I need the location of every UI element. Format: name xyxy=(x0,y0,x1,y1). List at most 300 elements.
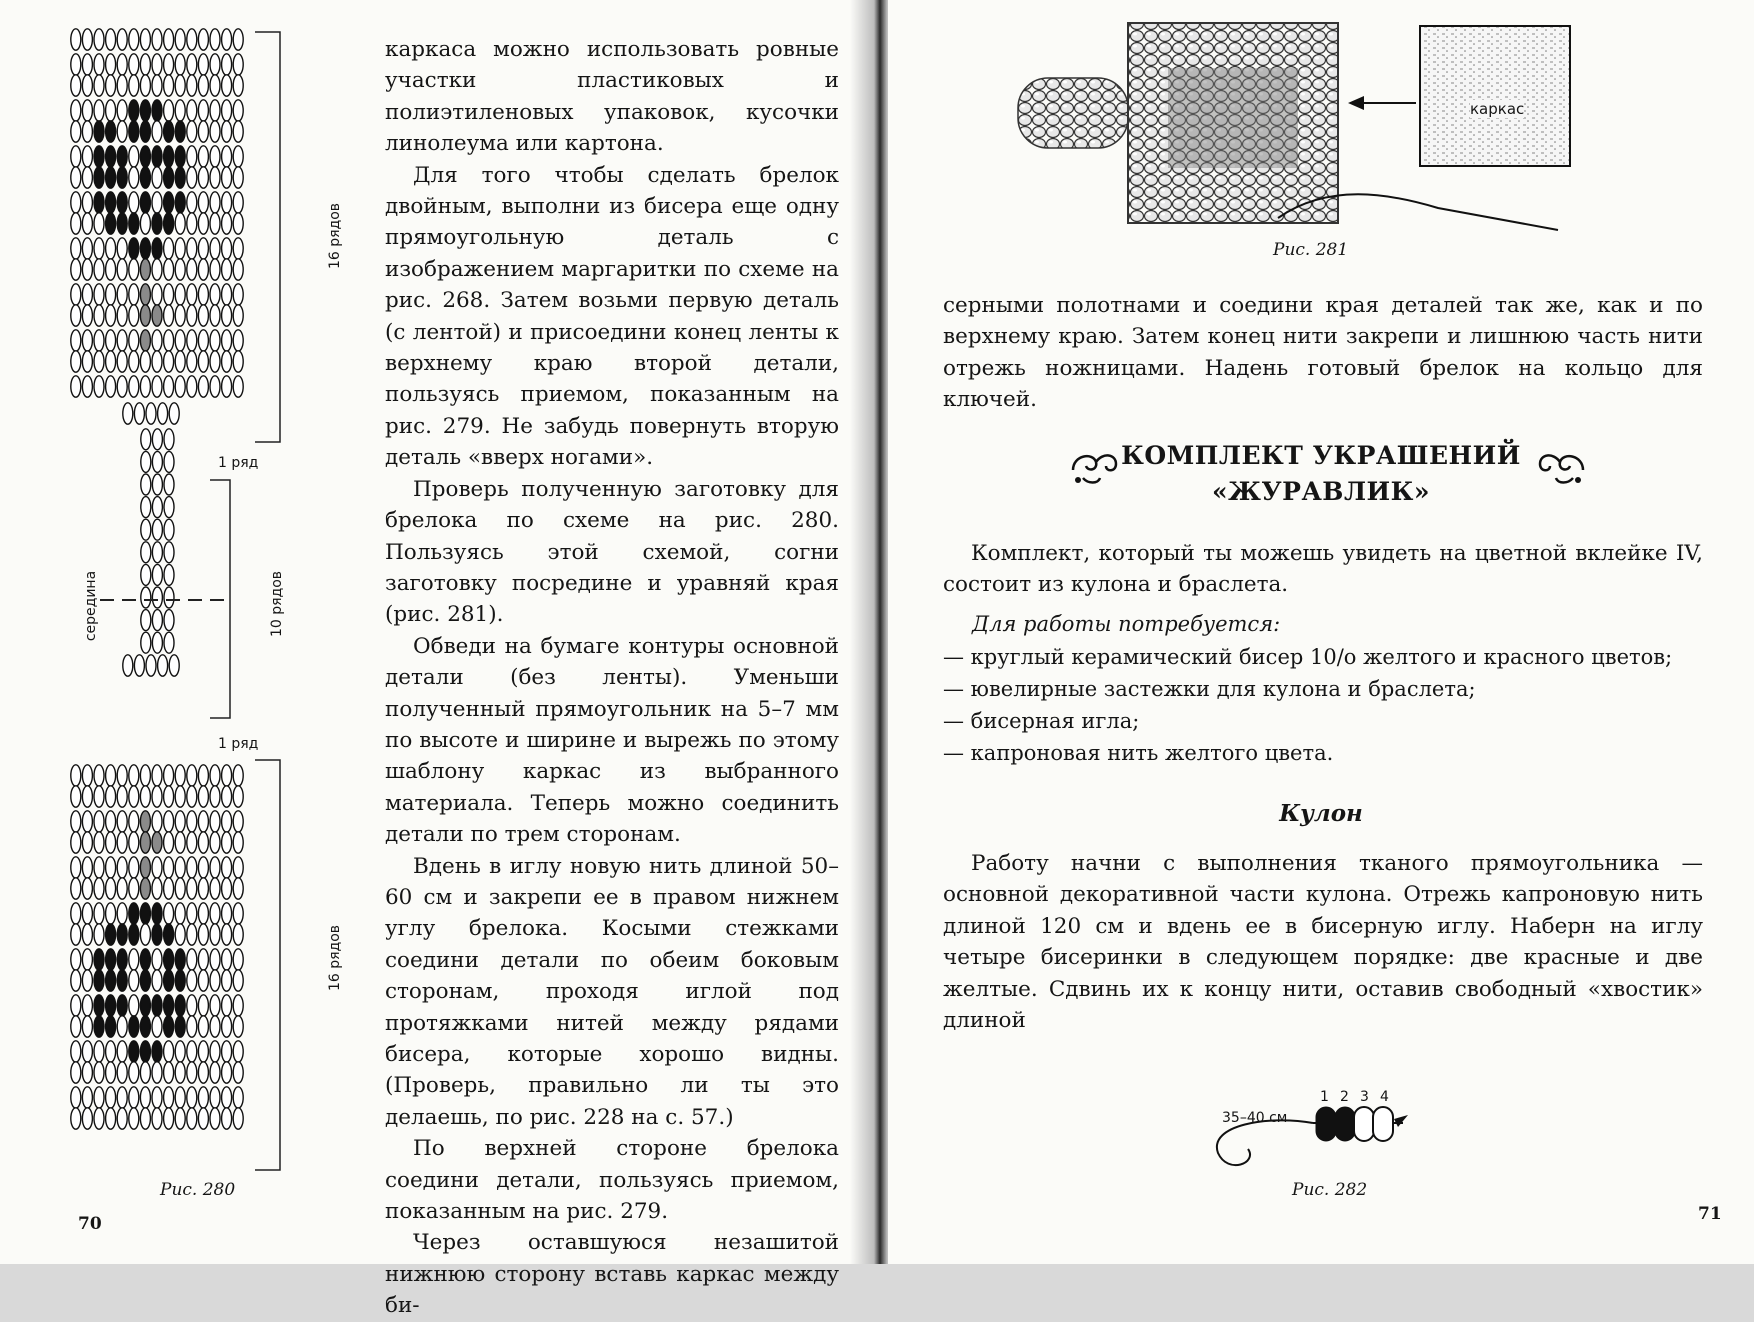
bead xyxy=(140,786,150,807)
bead xyxy=(129,949,139,970)
bead xyxy=(164,192,174,213)
bead xyxy=(71,903,81,924)
bead xyxy=(210,351,220,372)
bead xyxy=(71,376,81,397)
bead xyxy=(187,259,197,280)
bead xyxy=(164,765,174,786)
bead xyxy=(198,29,208,50)
list-item: — ювелирные застежки для кулона и браслета; xyxy=(943,677,1476,701)
bead xyxy=(117,238,127,259)
bead xyxy=(106,284,116,305)
bead xyxy=(164,786,174,807)
bead xyxy=(164,610,174,631)
bead xyxy=(117,305,127,326)
bead xyxy=(117,857,127,878)
bead xyxy=(175,1108,185,1129)
bead xyxy=(129,1087,139,1108)
bead xyxy=(187,786,197,807)
caption-figure-281: Рис. 281 xyxy=(1273,240,1349,260)
bead xyxy=(117,121,127,142)
bead xyxy=(175,832,185,853)
bead xyxy=(140,765,150,786)
bead xyxy=(233,970,243,991)
bead xyxy=(82,54,92,75)
bead xyxy=(210,330,220,351)
bead xyxy=(140,75,150,96)
bead xyxy=(94,100,104,121)
bead xyxy=(152,330,162,351)
bead xyxy=(210,305,220,326)
bead xyxy=(164,284,174,305)
bead xyxy=(198,376,208,397)
bead xyxy=(222,259,232,280)
bead xyxy=(106,259,116,280)
paragraph: каркаса можно использовать ровные участки пластиковых и полиэтиленовых упаковок, кусочки линолеума или картона. xyxy=(385,37,839,157)
bead xyxy=(82,376,92,397)
bead xyxy=(152,587,162,608)
bead xyxy=(152,376,162,397)
bead xyxy=(129,995,139,1016)
strap-loop xyxy=(1018,78,1128,148)
bead xyxy=(94,213,104,234)
bead xyxy=(222,1041,232,1062)
bead xyxy=(141,497,151,518)
bead xyxy=(94,1108,104,1129)
label-10-rows: 10 рядов xyxy=(269,570,286,638)
bead xyxy=(222,192,232,213)
intro-text xyxy=(943,538,1703,601)
bead-number-1: 1 xyxy=(1320,1089,1329,1105)
bead xyxy=(71,75,81,96)
bead xyxy=(222,1087,232,1108)
bead xyxy=(233,786,243,807)
bead xyxy=(71,1062,81,1083)
bead xyxy=(198,1108,208,1129)
bead xyxy=(129,1062,139,1083)
bead xyxy=(152,474,162,495)
bead xyxy=(94,284,104,305)
bead xyxy=(187,192,197,213)
bead xyxy=(233,995,243,1016)
bead xyxy=(175,121,185,142)
bead xyxy=(175,786,185,807)
bead xyxy=(71,1108,81,1129)
label-16-rows-top: 16 рядов xyxy=(327,202,344,270)
bead xyxy=(140,811,150,832)
bead xyxy=(82,351,92,372)
bead xyxy=(82,1016,92,1037)
bead xyxy=(175,1016,185,1037)
bead xyxy=(140,121,150,142)
bead xyxy=(94,1087,104,1108)
bead xyxy=(71,167,81,188)
bead xyxy=(94,54,104,75)
bead xyxy=(152,786,162,807)
bead xyxy=(106,765,116,786)
bead xyxy=(164,146,174,167)
bead xyxy=(106,832,116,853)
bead xyxy=(123,403,133,424)
bead xyxy=(106,1087,116,1108)
bead xyxy=(140,376,150,397)
bead xyxy=(152,259,162,280)
bead xyxy=(187,1016,197,1037)
bead xyxy=(152,857,162,878)
bead xyxy=(106,878,116,899)
bead xyxy=(210,924,220,945)
bead xyxy=(152,192,162,213)
bead xyxy=(82,305,92,326)
bead xyxy=(210,192,220,213)
bead xyxy=(198,305,208,326)
bead xyxy=(210,1062,220,1083)
bead xyxy=(82,1108,92,1129)
bead xyxy=(71,146,81,167)
materials-list xyxy=(943,641,1672,769)
bead xyxy=(164,903,174,924)
bead xyxy=(117,330,127,351)
bead xyxy=(140,167,150,188)
bead xyxy=(129,786,139,807)
bead xyxy=(94,376,104,397)
bead xyxy=(152,903,162,924)
bead xyxy=(152,497,162,518)
bead xyxy=(106,903,116,924)
bead xyxy=(129,857,139,878)
bead xyxy=(187,765,197,786)
bead xyxy=(140,995,150,1016)
bead xyxy=(94,832,104,853)
bead xyxy=(210,811,220,832)
bead xyxy=(233,1108,243,1129)
bead xyxy=(106,305,116,326)
bead xyxy=(82,284,92,305)
bead xyxy=(233,765,243,786)
bead xyxy=(198,213,208,234)
bead xyxy=(210,54,220,75)
bead xyxy=(82,1062,92,1083)
bead xyxy=(222,924,232,945)
bead xyxy=(187,949,197,970)
bead xyxy=(94,995,104,1016)
bead xyxy=(82,970,92,991)
bead xyxy=(71,786,81,807)
bead xyxy=(106,970,116,991)
bead xyxy=(175,213,185,234)
bead xyxy=(198,811,208,832)
bead xyxy=(175,146,185,167)
bead xyxy=(140,924,150,945)
bead xyxy=(187,903,197,924)
paragraph: Вдень в иглу новую нить длиной 50–60 см и закрепи ее в правом нижнем углу брелока. Косыми стежками соедини детали по обеим боковым сторонам, проходя иглой под протяжками нитей между рядами бисера, которые хорошо видны. (Проверь, правильно ли ты это делаешь, по рис. 228 на с. 57.) xyxy=(385,853,839,1130)
bead xyxy=(106,146,116,167)
schema-top-panel xyxy=(71,29,243,397)
bead xyxy=(152,832,162,853)
bead xyxy=(129,903,139,924)
bead xyxy=(152,238,162,259)
bead xyxy=(164,1087,174,1108)
bead xyxy=(222,970,232,991)
bead xyxy=(117,970,127,991)
bead xyxy=(123,655,133,676)
bead xyxy=(187,1041,197,1062)
bead xyxy=(106,949,116,970)
bead xyxy=(164,970,174,991)
bead xyxy=(71,284,81,305)
bead xyxy=(129,351,139,372)
bead xyxy=(164,878,174,899)
bead-number-4: 4 xyxy=(1380,1089,1389,1105)
bead xyxy=(164,995,174,1016)
bead xyxy=(210,167,220,188)
bead xyxy=(187,376,197,397)
bead xyxy=(129,146,139,167)
bead xyxy=(164,259,174,280)
bead xyxy=(134,655,144,676)
bead xyxy=(222,305,232,326)
bead xyxy=(198,903,208,924)
bead xyxy=(82,238,92,259)
bead xyxy=(141,474,151,495)
bead xyxy=(152,451,162,472)
bead xyxy=(117,924,127,945)
bead xyxy=(106,167,116,188)
section-heading-line1: КОМПЛЕКТ УКРАШЕНИЙ xyxy=(1121,441,1521,470)
list-item: — бисерная игла; xyxy=(943,709,1140,733)
bead xyxy=(210,878,220,899)
bead xyxy=(129,213,139,234)
bead xyxy=(164,167,174,188)
bead xyxy=(106,1016,116,1037)
bead xyxy=(164,29,174,50)
bead xyxy=(222,1108,232,1129)
paragraph: Работу начни с выполнения тканого прямоугольника — основной декоративной части кулона. Отрежь капроновую нить длиной 120 см и вдень ее в бисерную иглу. Наберн на иглу четыре бисеринки в следующем порядке: две красные и две желтые. Сдвинь их к концу нити, оставив свободный «хвостик» длиной xyxy=(943,851,1703,1034)
bead xyxy=(82,832,92,853)
bead xyxy=(164,330,174,351)
bead xyxy=(210,284,220,305)
bead xyxy=(71,29,81,50)
bead xyxy=(82,29,92,50)
paragraph: Проверь полученную заготовку для брелока по схеме на рис. 280. Пользуясь этой схемой, согни заготовку посредине и уравняй края (рис. 281). xyxy=(385,476,839,628)
bead xyxy=(198,857,208,878)
bead xyxy=(175,878,185,899)
bead xyxy=(141,542,151,563)
bead xyxy=(129,167,139,188)
bead xyxy=(175,192,185,213)
bead xyxy=(71,100,81,121)
bead xyxy=(175,1062,185,1083)
bead xyxy=(140,29,150,50)
bead xyxy=(187,1087,197,1108)
bead xyxy=(71,259,81,280)
bead xyxy=(140,1016,150,1037)
bead xyxy=(222,949,232,970)
bead xyxy=(129,1108,139,1129)
left-page-text xyxy=(385,34,839,1322)
bead xyxy=(106,54,116,75)
bead xyxy=(82,924,92,945)
bead xyxy=(140,146,150,167)
paragraph: Комплект, который ты можешь увидеть на цветной вклейке IV, состоит из кулона и браслета. xyxy=(943,541,1703,598)
bead xyxy=(117,167,127,188)
bead xyxy=(71,305,81,326)
bead xyxy=(140,1041,150,1062)
bead xyxy=(82,949,92,970)
bead xyxy=(71,238,81,259)
bead xyxy=(117,903,127,924)
bead xyxy=(233,305,243,326)
bead xyxy=(222,284,232,305)
bead xyxy=(222,238,232,259)
schema-strap xyxy=(123,403,179,676)
bead xyxy=(210,832,220,853)
bead xyxy=(140,903,150,924)
bead xyxy=(82,1041,92,1062)
bead xyxy=(152,564,162,585)
bead xyxy=(233,903,243,924)
bead xyxy=(71,878,81,899)
bead xyxy=(198,1087,208,1108)
bead xyxy=(169,655,179,676)
bead xyxy=(152,970,162,991)
bead xyxy=(141,564,151,585)
bead xyxy=(141,587,151,608)
bead xyxy=(210,1016,220,1037)
bead xyxy=(94,924,104,945)
bead xyxy=(94,878,104,899)
bead xyxy=(140,949,150,970)
label-frame: каркас xyxy=(1470,100,1525,118)
bead xyxy=(175,1087,185,1108)
bead xyxy=(117,832,127,853)
bead xyxy=(94,1041,104,1062)
bead xyxy=(117,75,127,96)
bead xyxy=(198,167,208,188)
bead xyxy=(233,1087,243,1108)
bead xyxy=(198,924,208,945)
bead xyxy=(94,351,104,372)
bead xyxy=(140,54,150,75)
bead xyxy=(222,765,232,786)
bead xyxy=(233,811,243,832)
bead xyxy=(198,330,208,351)
bead xyxy=(71,1087,81,1108)
bead xyxy=(175,259,185,280)
bead xyxy=(152,610,162,631)
bead xyxy=(210,857,220,878)
bead xyxy=(198,351,208,372)
bead xyxy=(164,351,174,372)
bead xyxy=(175,330,185,351)
bead xyxy=(94,1016,104,1037)
bead xyxy=(233,146,243,167)
bead xyxy=(222,29,232,50)
bead xyxy=(117,213,127,234)
bead xyxy=(152,765,162,786)
bead xyxy=(233,167,243,188)
bead xyxy=(106,213,116,234)
bead xyxy=(222,100,232,121)
bead xyxy=(129,121,139,142)
bead xyxy=(164,497,174,518)
bead xyxy=(152,924,162,945)
bead xyxy=(71,330,81,351)
paragraph: По верхней стороне брелока соедини детали, пользуясь приемом, показанным на рис. 279. xyxy=(385,1136,839,1225)
bracket-bottom xyxy=(255,760,280,1170)
bead xyxy=(71,995,81,1016)
bead xyxy=(164,100,174,121)
bead xyxy=(152,351,162,372)
bead xyxy=(210,376,220,397)
label-1-row-top: 1 ряд xyxy=(218,455,259,471)
bead xyxy=(152,75,162,96)
bead xyxy=(129,832,139,853)
bead xyxy=(198,100,208,121)
bead xyxy=(94,811,104,832)
bead xyxy=(164,542,174,563)
bead xyxy=(152,995,162,1016)
bead xyxy=(210,765,220,786)
bead xyxy=(152,1087,162,1108)
bead xyxy=(233,1041,243,1062)
bead-schema-figure-280 xyxy=(60,20,360,1190)
bead xyxy=(187,857,197,878)
bead xyxy=(164,857,174,878)
bead xyxy=(198,878,208,899)
bead xyxy=(169,403,179,424)
bead xyxy=(187,75,197,96)
bead xyxy=(140,832,150,853)
bead xyxy=(82,100,92,121)
bead xyxy=(198,121,208,142)
bead xyxy=(141,632,151,653)
bead xyxy=(140,192,150,213)
arrow-head xyxy=(1394,1115,1408,1127)
bead xyxy=(175,238,185,259)
bead xyxy=(71,192,81,213)
bead xyxy=(71,949,81,970)
bead xyxy=(233,284,243,305)
bead xyxy=(164,1016,174,1037)
bead xyxy=(117,1041,127,1062)
bead xyxy=(94,75,104,96)
bead xyxy=(71,765,81,786)
bead xyxy=(187,995,197,1016)
caption-figure-280: Рис. 280 xyxy=(160,1180,236,1200)
bead xyxy=(82,146,92,167)
bead xyxy=(152,1016,162,1037)
bead xyxy=(140,100,150,121)
bead xyxy=(129,330,139,351)
bead xyxy=(175,811,185,832)
bead xyxy=(82,121,92,142)
bead xyxy=(106,75,116,96)
bead xyxy=(94,146,104,167)
bead xyxy=(140,351,150,372)
bead xyxy=(210,213,220,234)
bead xyxy=(71,213,81,234)
bead xyxy=(210,970,220,991)
bead xyxy=(152,632,162,653)
bead xyxy=(164,75,174,96)
bead xyxy=(164,474,174,495)
right-top-text xyxy=(943,290,1703,416)
bead xyxy=(152,284,162,305)
bead xyxy=(152,811,162,832)
bead xyxy=(117,1016,127,1037)
inner-shade xyxy=(1168,68,1298,168)
bead xyxy=(210,259,220,280)
